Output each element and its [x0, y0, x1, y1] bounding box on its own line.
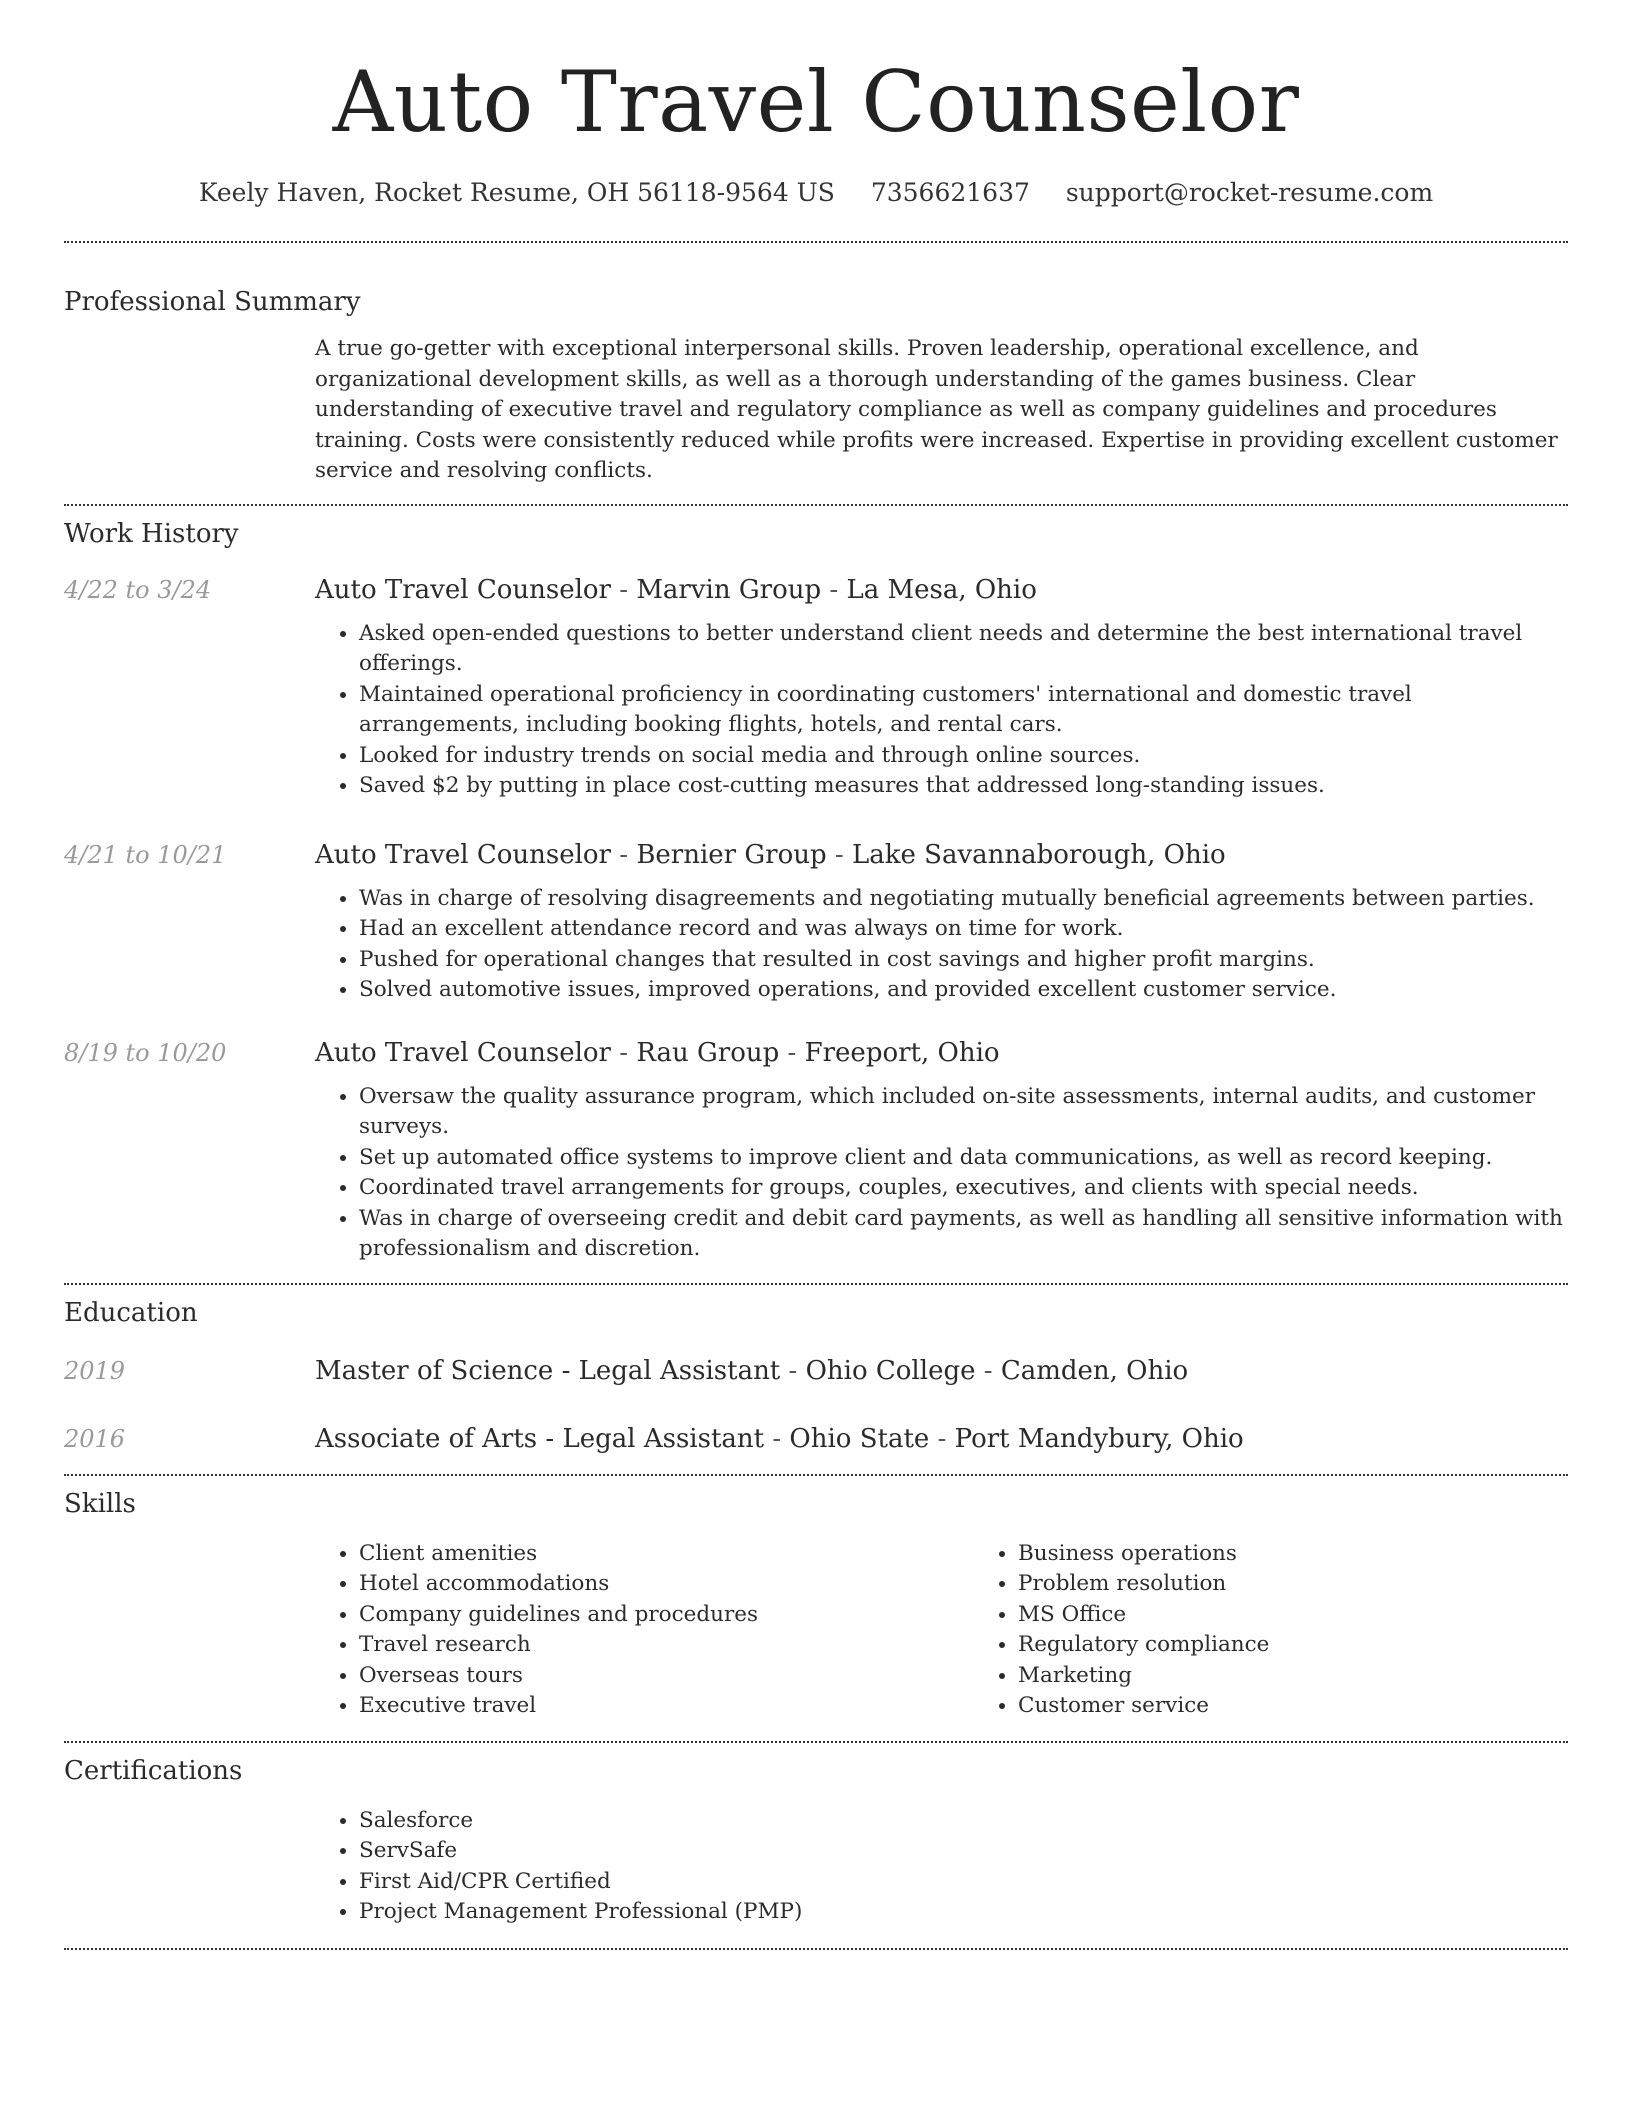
skill-item: • Regulatory compliance: [1018, 1630, 1632, 1661]
skill-item: • MS Office: [1018, 1600, 1632, 1631]
skill-item: • Customer service: [1018, 1691, 1632, 1722]
certification-item: • Salesforce: [359, 1806, 1568, 1837]
job-bullets: [315, 1082, 1568, 1265]
list-item: • Maintained operational proficiency in coordinating customers' international and domestic travel arrangements, including booking flights, hotels, and rental cars.: [359, 680, 1568, 741]
list-item: • Was in charge of overseeing credit and debit card payments, as well as handling all sensitive information with professionalism and discretion.: [359, 1204, 1568, 1265]
job-heading: [315, 838, 1568, 872]
skill-item: • Executive travel: [359, 1691, 974, 1722]
skills-row: [64, 1539, 1568, 1722]
separator: -: [610, 1037, 637, 1068]
divider: [64, 1283, 1568, 1285]
job-heading: [315, 1036, 1568, 1070]
divider: [64, 241, 1568, 243]
job-entry: [64, 573, 1568, 802]
education-heading: [315, 1354, 1568, 1388]
list-item: • Asked open-ended questions to better understand client needs and determine the best international travel offerings.: [359, 619, 1568, 680]
job-role: Auto Travel Counselor: [315, 1037, 611, 1068]
education-location: Camden, Ohio: [1000, 1355, 1189, 1386]
skill-item: • Problem resolution: [1018, 1569, 1632, 1600]
divider: [64, 1948, 1568, 1950]
job-bullets: [315, 619, 1568, 802]
job-dates: 8/19 to 10/20: [64, 1038, 227, 1067]
list-item: • Saved $2 by putting in place cost-cutting measures that addressed long-standing issues.: [359, 771, 1568, 802]
summary-row: [64, 334, 1568, 487]
summary-spacer: [64, 334, 315, 487]
job-company: Rau Group: [636, 1037, 780, 1068]
job-role: Auto Travel Counselor: [315, 839, 611, 870]
divider: [64, 1741, 1568, 1743]
certification-item: • First Aid/CPR Certified: [359, 1867, 1568, 1898]
certifications-row: [64, 1806, 1568, 1928]
education-entry: [64, 1354, 1568, 1388]
resume-name: Auto Travel Counselor: [332, 53, 1300, 151]
skill-item: • Travel research: [359, 1630, 974, 1661]
certification-item: • ServSafe: [359, 1836, 1568, 1867]
education-heading: [315, 1422, 1568, 1456]
job-heading: [315, 573, 1568, 607]
education-year: 2019: [64, 1356, 126, 1385]
separator: -: [975, 1355, 1001, 1386]
skill-item: • Marketing: [1018, 1661, 1632, 1692]
section-title-education: Education: [64, 1297, 198, 1328]
education-degree: Associate of Arts - Legal Assistant: [315, 1423, 765, 1454]
skill-item: • Overseas tours: [359, 1661, 974, 1692]
contact-line: [64, 176, 1568, 210]
section-title-certifications: Certifications: [64, 1755, 243, 1786]
contact-address: Keely Haven, Rocket Resume, OH 56118-9564 US: [198, 178, 835, 207]
list-item: • Oversaw the quality assurance program, which included on-site assessments, internal audits, and customer surveys.: [359, 1082, 1568, 1143]
job-details: [315, 838, 1568, 1006]
job-dates: 4/22 to 3/24: [64, 575, 212, 604]
skills-columns: [315, 1539, 1632, 1722]
certifications-list: [315, 1806, 1568, 1928]
skill-item: • Business operations: [1018, 1539, 1632, 1570]
separator: -: [929, 1423, 955, 1454]
list-item: • Looked for industry trends on social media and through online sources.: [359, 741, 1568, 772]
education-year: 2016: [64, 1424, 126, 1453]
divider: [64, 504, 1568, 506]
education-location: Port Mandybury, Ohio: [954, 1423, 1244, 1454]
separator: -: [826, 839, 852, 870]
certifications-column: [315, 1806, 1568, 1928]
separator: -: [610, 839, 637, 870]
job-dates: 4/21 to 10/21: [64, 840, 227, 869]
job-details: [315, 1036, 1568, 1265]
job-bullets: [315, 884, 1568, 1006]
separator: -: [780, 1355, 806, 1386]
job-entry: [64, 838, 1568, 1006]
list-item: • Had an excellent attendance record and was always on time for work.: [359, 914, 1568, 945]
separator: -: [610, 574, 637, 605]
separator: -: [821, 574, 847, 605]
skill-item: • Client amenities: [359, 1539, 974, 1570]
list-item: • Was in charge of resolving disagreements and negotiating mutually beneficial agreements between parties.: [359, 884, 1568, 915]
certifications-spacer: [64, 1806, 315, 1928]
divider: [64, 1474, 1568, 1476]
skill-item: • Company guidelines and procedures: [359, 1600, 974, 1631]
education-entry: [64, 1422, 1568, 1456]
skills-spacer: [64, 1539, 315, 1722]
section-title-summary: Professional Summary: [64, 287, 361, 317]
job-entry: [64, 1036, 1568, 1265]
education-degree: Master of Science - Legal Assistant: [315, 1355, 781, 1386]
job-role: Auto Travel Counselor: [315, 574, 611, 605]
list-item: • Pushed for operational changes that resulted in cost savings and higher profit margins.: [359, 945, 1568, 976]
job-location: Freeport, Ohio: [804, 1037, 1000, 1068]
job-location: Lake Savannaborough, Ohio: [851, 839, 1226, 870]
contact-phone: 7356621637: [870, 178, 1030, 207]
education-school: Ohio College: [805, 1355, 976, 1386]
summary-text: A true go-getter with exceptional interpersonal skills. Proven leadership, operational excellence, and organizational development skills, as well as a thorough understanding of the games business. Clear understanding of executive travel and regulatory compliance as well as company guidelines and procedures training. Costs were consistently reduced while profits were increased. Expertise in providing excellent customer service and resolving conflicts.: [315, 336, 1558, 483]
skills-list-left: [315, 1539, 974, 1722]
section-title-work: Work History: [64, 518, 239, 549]
separator: -: [764, 1423, 790, 1454]
separator: -: [779, 1037, 805, 1068]
section-title-skills: Skills: [64, 1488, 136, 1519]
list-item: • Coordinated travel arrangements for groups, couples, executives, and clients with special needs.: [359, 1173, 1568, 1204]
education-school: Ohio State: [789, 1423, 930, 1454]
certification-item: • Project Management Professional (PMP): [359, 1897, 1568, 1928]
job-company: Marvin Group: [636, 574, 822, 605]
list-item: • Set up automated office systems to improve client and data communications, as well as record keeping.: [359, 1143, 1568, 1174]
resume-page: [64, 0, 1568, 1950]
skill-item: • Hotel accommodations: [359, 1569, 974, 1600]
list-item: • Solved automotive issues, improved operations, and provided excellent customer service.: [359, 975, 1568, 1006]
skills-list-right: [974, 1539, 1632, 1722]
job-location: La Mesa, Ohio: [846, 574, 1037, 605]
job-details: [315, 573, 1568, 802]
job-company: Bernier Group: [636, 839, 827, 870]
contact-email: support@rocket-resume.com: [1065, 178, 1434, 207]
